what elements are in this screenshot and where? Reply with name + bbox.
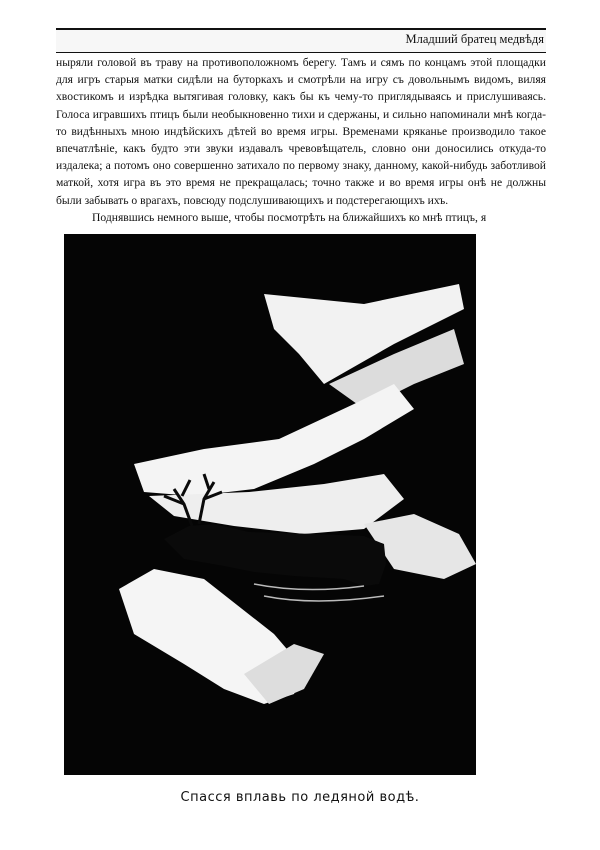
figure-caption: Спасся вплавь по ледяной водѣ. <box>180 790 420 805</box>
body-text <box>56 54 546 226</box>
running-title: Младший братец медвѣдя <box>405 32 544 46</box>
running-header <box>56 28 546 53</box>
illustration-drawing <box>64 234 476 775</box>
illustration-deer-swimming <box>64 234 476 775</box>
paragraph-1: ныряли головой въ траву на противоположномъ берегу. Тамъ и сямъ по концамъ этой площадки для игръ старыя матки сидѣли на буторкахъ и смотрѣли на игру съ довольнымъ видомъ, виляя хвостикомъ и изрѣдка вытягивая головку, какъ бы къ чему-то приглядываясь и прислушиваясь. Голоса игравшихъ птицъ были необыкновенно тихи и сдержаны, и сильно напоминали мнѣ когда-то видѣнныхъ мною индѣйскихъ дѣтей во время игры. Временами кряканье производило такое впечатлѣніе, какъ будто эти звуки издавалъ чревовѣщатель, словно они доносились откуда-то издалека; а потомъ оно совершенно затихало по первому знаку, данному, какой-нибудь заботливой маткой, хотя игра въ это время не прекращалась; точно также и во время игры онѣ не должны были забывать о врагахъ, повсюду подслушивающихъ и подстерегающихъ ихъ. <box>56 56 546 207</box>
paragraph-2: Поднявшись немного выше, чтобы посмотрѣть на ближайшихъ ко мнѣ птицъ, я <box>92 210 487 224</box>
